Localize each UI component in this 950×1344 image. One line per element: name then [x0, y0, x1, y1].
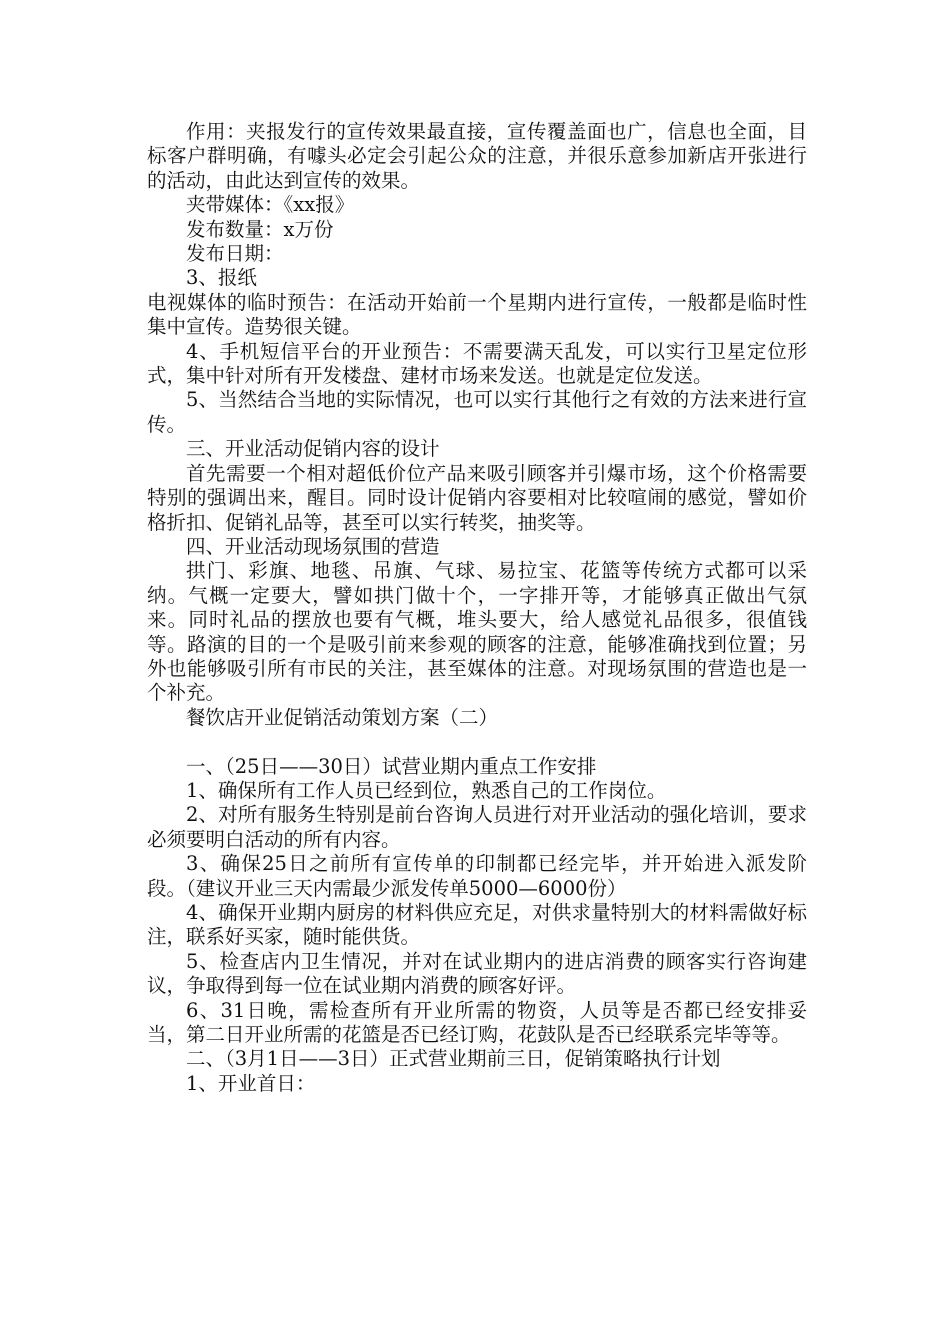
- paragraph-atmosphere: 拱门、彩旗、地毯、吊旗、气球、易拉宝、花篮等传统方式都可以采纳。气概一定要大，譬如拱门做十个，一字排开等，才能够真正做出气氛来。同时礼品的摆放也要有气概，堆头要大，给人感觉礼品很多，很值钱等。路演的目的一个是吸引前来参观的顾客的注意，能够准确找到位置；另外也能够吸引所有市民的关注，甚至媒体的注意。对现场氛围的营造也是一个补充。: [147, 559, 807, 705]
- paragraph-date: 发布日期：: [186, 242, 284, 266]
- paragraph-item-6: 6、31日晚，需检查所有开业所需的物资，人员等是否都已经安排妥当，第二日开业所需的花篮是否已经订购，花鼓队是否已经联系完毕等等。: [147, 998, 807, 1047]
- paragraph-sms: 4、手机短信平台的开业预告：不需要满天乱发，可以实行卫星定位形式，集中针对所有开发楼盘、建材市场来发送。也就是定位发送。: [147, 339, 807, 388]
- paragraph-item-3: 3、确保25日之前所有宣传单的印制都已经完毕，并开始进入派发阶段。（建议开业三天内需最少派发传单5000—6000份）: [147, 852, 807, 900]
- paragraph-effect: 作用：夹报发行的宣传效果最直接，宣传覆盖面也广，信息也全面，目标客户群明确，有噱头必定会引起公众的注意，并很乐意参加新店开张进行的活动，由此达到宣传的效果。: [147, 120, 807, 192]
- heading-promotion-design: 三、开业活动促销内容的设计: [186, 437, 440, 461]
- blank-line: [147, 730, 807, 754]
- document-body: [147, 120, 807, 1096]
- paragraph-promotion-design: 首先需要一个相对超低价位产品来吸引顾客并引爆市场，这个价格需要特别的强调出来，醒目。同时设计促销内容要相对比较喧闹的感觉，譬如价格折扣、促销礼品等，甚至可以实行转奖，抽奖等。: [147, 461, 807, 534]
- paragraph-item-2: 2、对所有服务生特别是前台咨询人员进行对开业活动的强化培训，要求必须要明白活动的所有内容。: [147, 803, 807, 851]
- heading-atmosphere: 四、开业活动现场氛围的营造: [186, 534, 440, 558]
- paragraph-item-5: 5、检查店内卫生情况，并对在试业期内的进店消费的顾客实行咨询建议，争取得到每一位在试业期内消费的顾客好评。: [147, 949, 807, 998]
- paragraph-tv-preview: 电视媒体的临时预告：在活动开始前一个星期内进行宣传，一般都是临时性集中宣传。造势很关键。: [147, 290, 807, 339]
- heading-plan-two: 餐饮店开业促销活动策划方案（二）: [186, 705, 499, 729]
- paragraph-media: 夹带媒体：《xx报》: [186, 193, 355, 217]
- paragraph-quantity: 发布数量：x万份: [186, 217, 334, 241]
- paragraph-opening-day: 1、开业首日：: [186, 1071, 316, 1095]
- heading-trial-period: 一、（25日——30日）试营业期内重点工作安排: [186, 754, 597, 778]
- paragraph-item-4: 4、确保开业期内厨房的材料供应充足，对供求量特别大的材料需做好标注，联系好买家，随时能供货。: [147, 900, 807, 949]
- paragraph-other-methods: 5、当然结合当地的实际情况，也可以实行其他行之有效的方法来进行宣传。: [147, 388, 807, 436]
- heading-opening-period: 二、（3月1日——3日）正式营业期前三日，促销策略执行计划: [186, 1047, 721, 1071]
- paragraph-newspaper: 3、报纸: [186, 266, 257, 290]
- paragraph-item-1: 1、确保所有工作人员已经到位，熟悉自己的工作岗位。: [186, 778, 667, 802]
